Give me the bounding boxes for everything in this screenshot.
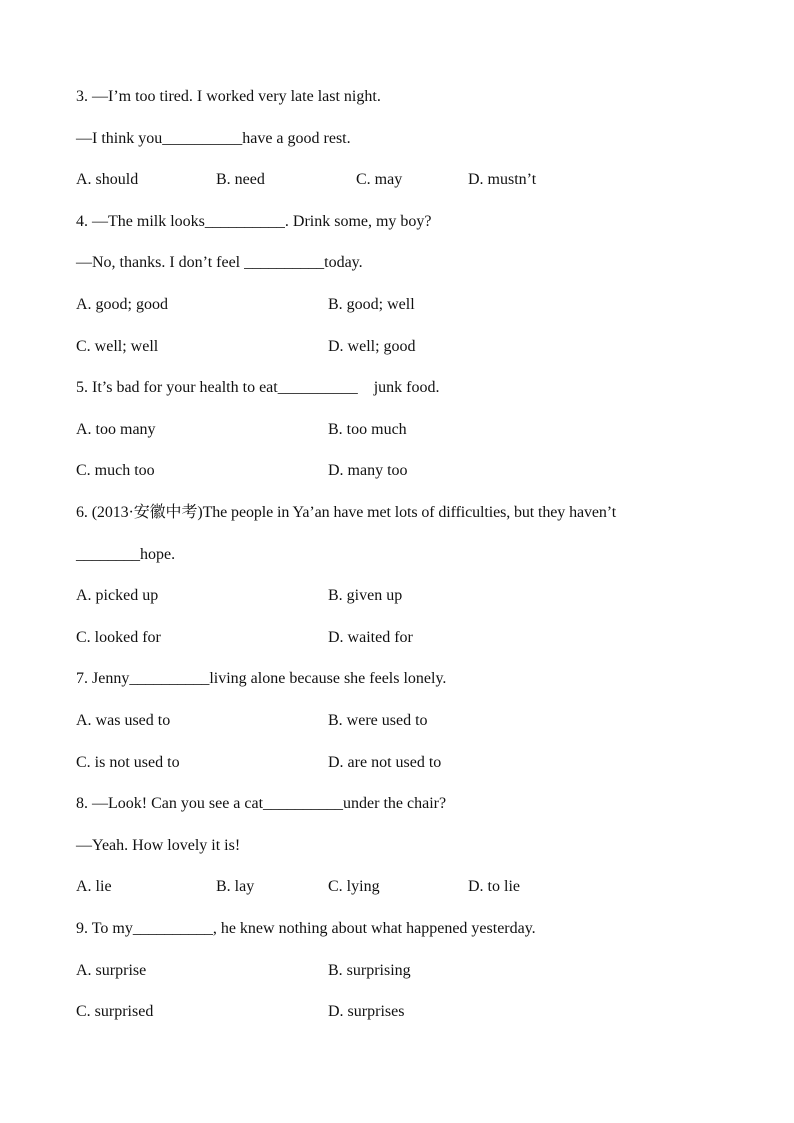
question-7-option-b[interactable]: B. were used to [328, 712, 428, 729]
question-8-option-a[interactable]: A. lie [76, 878, 112, 895]
question-5-option-b[interactable]: B. too much [328, 421, 407, 438]
question-3-option-a[interactable]: A. should [76, 171, 139, 188]
question-3-reply: —I think you__________have a good rest. [76, 130, 351, 147]
question-8-option-d[interactable]: D. to lie [468, 878, 520, 895]
question-4-option-b[interactable]: B. good; well [328, 296, 415, 313]
question-9-option-d[interactable]: D. surprises [328, 1003, 405, 1020]
question-4-option-c[interactable]: C. well; well [76, 338, 159, 355]
question-6-option-b[interactable]: B. given up [328, 587, 403, 604]
question-7-option-d[interactable]: D. are not used to [328, 754, 442, 771]
question-7-option-a[interactable]: A. was used to [76, 712, 171, 729]
question-4-reply: —No, thanks. I don’t feel __________today. [76, 254, 363, 271]
question-9-option-c[interactable]: C. surprised [76, 1003, 154, 1020]
question-4-option-d[interactable]: D. well; good [328, 338, 416, 355]
question-6-stem: 6. (2013·安徽中考)The people in Ya’an have met lots of difficulties, but they haven’t [76, 504, 617, 521]
question-8-option-c[interactable]: C. lying [328, 878, 380, 895]
question-9-option-b[interactable]: B. surprising [328, 962, 411, 979]
question-8-option-b[interactable]: B. lay [216, 878, 255, 895]
question-3-option-d[interactable]: D. mustn’t [468, 171, 537, 188]
question-5-stem: 5. It’s bad for your health to eat__________ junk food. [76, 379, 440, 396]
question-7-stem: 7. Jenny__________living alone because she feels lonely. [76, 670, 447, 687]
question-9-option-a[interactable]: A. surprise [76, 962, 147, 979]
question-8-stem: 8. —Look! Can you see a cat__________under the chair? [76, 795, 447, 812]
question-4-stem: 4. —The milk looks__________. Drink some, my boy? [76, 213, 432, 230]
question-6-option-c[interactable]: C. looked for [76, 629, 161, 646]
question-7-option-c[interactable]: C. is not used to [76, 754, 180, 771]
question-5-option-d[interactable]: D. many too [328, 462, 408, 479]
question-4-option-a[interactable]: A. good; good [76, 296, 168, 313]
question-3-stem: 3. —I’m too tired. I worked very late last night. [76, 88, 381, 105]
question-9-stem: 9. To my__________, he knew nothing about what happened yesterday. [76, 920, 536, 937]
question-3-option-b[interactable]: B. need [216, 171, 265, 188]
question-6-option-d[interactable]: D. waited for [328, 629, 413, 646]
question-3-option-c[interactable]: C. may [356, 171, 403, 188]
question-6-stem-continued: ________hope. [76, 546, 176, 563]
question-5-option-a[interactable]: A. too many [76, 421, 156, 438]
question-8-reply: —Yeah. How lovely it is! [76, 837, 241, 854]
question-5-option-c[interactable]: C. much too [76, 462, 155, 479]
question-6-option-a[interactable]: A. picked up [76, 587, 159, 604]
